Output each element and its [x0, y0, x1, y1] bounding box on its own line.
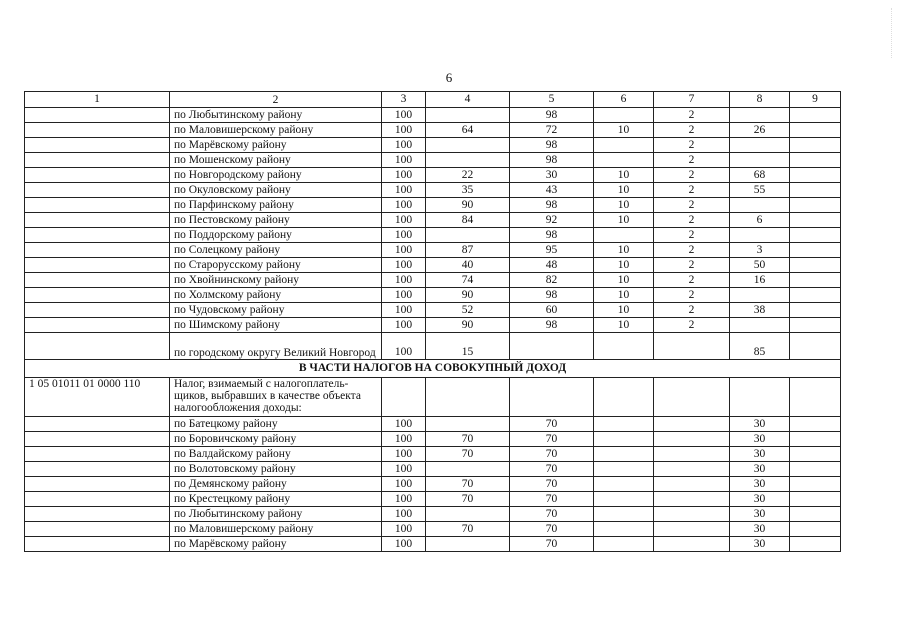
cell-col8: 30 [730, 522, 790, 537]
cell-name: по Валдайскому району [170, 447, 382, 462]
cell-col8 [730, 228, 790, 243]
cell-col9 [790, 183, 841, 198]
cell-col8: 38 [730, 303, 790, 318]
table-row [25, 303, 841, 318]
table-row [25, 333, 841, 360]
cell-name: по Новгородскому району [170, 168, 382, 183]
cell-col9 [790, 333, 841, 360]
cell-col7: 2 [654, 153, 730, 168]
cell-col9 [790, 123, 841, 138]
cell-col6 [594, 507, 654, 522]
section-title: В ЧАСТИ НАЛОГОВ НА СОВОКУПНЫЙ ДОХОД [25, 360, 841, 378]
cell-col9 [790, 507, 841, 522]
cell-col6 [594, 477, 654, 492]
cell-col9 [790, 492, 841, 507]
cell-name: по Старорусскому району [170, 258, 382, 273]
cell-col5: 92 [510, 213, 594, 228]
cell-col5: 72 [510, 123, 594, 138]
cell-col4: 74 [426, 273, 510, 288]
cell-col5: 82 [510, 273, 594, 288]
cell-col7 [654, 447, 730, 462]
cell-col5: 43 [510, 183, 594, 198]
cell-col6: 10 [594, 318, 654, 333]
cell-col8 [730, 378, 790, 417]
cell-col5: 70 [510, 432, 594, 447]
cell-code: 1 05 01011 01 0000 110 [25, 378, 170, 417]
cell-col4: 52 [426, 303, 510, 318]
cell-col5: 60 [510, 303, 594, 318]
cell-col4: 15 [426, 333, 510, 360]
cell-col9 [790, 522, 841, 537]
cell-col8: 85 [730, 333, 790, 360]
cell-col3: 100 [382, 447, 426, 462]
cell-col9 [790, 378, 841, 417]
cell-col6 [594, 108, 654, 123]
cell-col5: 70 [510, 447, 594, 462]
cell-name: по Парфинскому району [170, 198, 382, 213]
cell-col9 [790, 462, 841, 477]
cell-col9 [790, 153, 841, 168]
header-cell-col4: 4 [426, 92, 510, 108]
cell-col4: 40 [426, 258, 510, 273]
cell-name: Налог, взимаемый с налогоплатель-щиков, выбравших в качестве объекта налогообложения доходы: [170, 378, 382, 417]
cell-name: по Марёвскому району [170, 537, 382, 552]
cell-name: по Демянскому району [170, 477, 382, 492]
cell-col3: 100 [382, 108, 426, 123]
cell-col5: 70 [510, 477, 594, 492]
cell-col9 [790, 288, 841, 303]
cell-col7 [654, 432, 730, 447]
cell-col4 [426, 462, 510, 477]
cell-code [25, 432, 170, 447]
cell-col4 [426, 108, 510, 123]
cell-code [25, 288, 170, 303]
cell-col4 [426, 228, 510, 243]
cell-col8 [730, 108, 790, 123]
cell-code [25, 537, 170, 552]
cell-col8: 30 [730, 447, 790, 462]
cell-col5: 98 [510, 288, 594, 303]
cell-col4: 70 [426, 522, 510, 537]
cell-col3: 100 [382, 123, 426, 138]
cell-col9 [790, 213, 841, 228]
cell-code [25, 522, 170, 537]
cell-col7: 2 [654, 198, 730, 213]
cell-col3: 100 [382, 273, 426, 288]
table-row [25, 507, 841, 522]
cell-name: по Хвойнинскому району [170, 273, 382, 288]
cell-name: по Маловишерскому району [170, 123, 382, 138]
table-row [25, 318, 841, 333]
cell-col4: 90 [426, 288, 510, 303]
table-row [25, 537, 841, 552]
cell-col8: 26 [730, 123, 790, 138]
table-row [25, 243, 841, 258]
cell-code [25, 258, 170, 273]
cell-col5: 98 [510, 228, 594, 243]
cell-col8 [730, 138, 790, 153]
cell-col4: 90 [426, 198, 510, 213]
cell-code [25, 492, 170, 507]
cell-col3: 100 [382, 243, 426, 258]
cell-col7: 2 [654, 108, 730, 123]
cell-col6 [594, 432, 654, 447]
cell-col3 [382, 378, 426, 417]
cell-name: по Солецкому району [170, 243, 382, 258]
cell-col3: 100 [382, 288, 426, 303]
table-row [25, 168, 841, 183]
cell-code [25, 303, 170, 318]
cell-col9 [790, 432, 841, 447]
cell-name: по Окуловскому району [170, 183, 382, 198]
header-cell-col3: 3 [382, 92, 426, 108]
header-cell-code: 1 [25, 92, 170, 108]
cell-name: по Марёвскому району [170, 138, 382, 153]
header-cell-name: 2 [170, 92, 382, 108]
cell-col8: 30 [730, 417, 790, 432]
cell-col7 [654, 537, 730, 552]
cell-col4: 22 [426, 168, 510, 183]
cell-col8 [730, 198, 790, 213]
table-row [25, 492, 841, 507]
cell-name: по Крестецкому району [170, 492, 382, 507]
cell-name: по Пестовскому району [170, 213, 382, 228]
cell-col8: 50 [730, 258, 790, 273]
scan-edge-mark [879, 8, 892, 58]
cell-col3: 100 [382, 537, 426, 552]
cell-col7: 2 [654, 288, 730, 303]
table-row [25, 288, 841, 303]
cell-code [25, 477, 170, 492]
cell-col8: 30 [730, 492, 790, 507]
cell-col7: 2 [654, 258, 730, 273]
cell-col6 [594, 462, 654, 477]
header-cell-col5: 5 [510, 92, 594, 108]
cell-col4 [426, 417, 510, 432]
cell-col4 [426, 537, 510, 552]
cell-code [25, 168, 170, 183]
cell-col7: 2 [654, 243, 730, 258]
cell-col9 [790, 477, 841, 492]
cell-code [25, 153, 170, 168]
cell-col3: 100 [382, 318, 426, 333]
cell-col5: 70 [510, 462, 594, 477]
cell-col8: 30 [730, 537, 790, 552]
cell-col8 [730, 153, 790, 168]
table-row [25, 273, 841, 288]
table-row [25, 198, 841, 213]
cell-col3: 100 [382, 168, 426, 183]
cell-col4: 87 [426, 243, 510, 258]
cell-col3: 100 [382, 228, 426, 243]
cell-col5: 98 [510, 318, 594, 333]
cell-code [25, 507, 170, 522]
cell-col6 [594, 153, 654, 168]
cell-col5: 70 [510, 522, 594, 537]
cell-col7: 2 [654, 273, 730, 288]
table-row [25, 123, 841, 138]
cell-code [25, 417, 170, 432]
cell-col6 [594, 228, 654, 243]
cell-col4 [426, 138, 510, 153]
cell-col6: 10 [594, 183, 654, 198]
cell-col6: 10 [594, 243, 654, 258]
cell-code [25, 123, 170, 138]
table-row [25, 417, 841, 432]
cell-col9 [790, 417, 841, 432]
cell-col5: 70 [510, 417, 594, 432]
cell-name: по Чудовскому району [170, 303, 382, 318]
header-cell-col8: 8 [730, 92, 790, 108]
cell-col8: 30 [730, 477, 790, 492]
cell-col6: 10 [594, 168, 654, 183]
cell-name: по Боровичскому району [170, 432, 382, 447]
cell-col5: 70 [510, 492, 594, 507]
cell-col3: 100 [382, 432, 426, 447]
cell-code [25, 447, 170, 462]
cell-col7: 2 [654, 228, 730, 243]
cell-col4: 70 [426, 432, 510, 447]
cell-code [25, 198, 170, 213]
cell-name: по Поддорскому району [170, 228, 382, 243]
cell-col7 [654, 462, 730, 477]
cell-col8 [730, 318, 790, 333]
cell-col9 [790, 318, 841, 333]
cell-col6 [594, 138, 654, 153]
cell-code [25, 243, 170, 258]
cell-col5: 98 [510, 153, 594, 168]
cell-col9 [790, 138, 841, 153]
cell-col4: 64 [426, 123, 510, 138]
table-row [25, 447, 841, 462]
cell-name: по Волотовскому району [170, 462, 382, 477]
cell-code [25, 333, 170, 360]
cell-name: по Маловишерскому району [170, 522, 382, 537]
cell-col7 [654, 477, 730, 492]
cell-col9 [790, 198, 841, 213]
cell-col8: 30 [730, 432, 790, 447]
cell-col5: 30 [510, 168, 594, 183]
cell-col7: 2 [654, 318, 730, 333]
table-row [25, 258, 841, 273]
cell-col8: 3 [730, 243, 790, 258]
cell-col6: 10 [594, 258, 654, 273]
revenue-distribution-table [24, 91, 841, 552]
cell-code [25, 138, 170, 153]
cell-col3: 100 [382, 213, 426, 228]
cell-col4 [426, 507, 510, 522]
cell-col9 [790, 168, 841, 183]
cell-col3: 100 [382, 183, 426, 198]
cell-col7: 2 [654, 303, 730, 318]
table-row [25, 108, 841, 123]
cell-col5: 98 [510, 198, 594, 213]
cell-name: по Холмскому району [170, 288, 382, 303]
cell-name: по Мошенскому району [170, 153, 382, 168]
cell-col7 [654, 417, 730, 432]
cell-col3: 100 [382, 333, 426, 360]
section-title-row [25, 360, 841, 378]
cell-col5 [510, 333, 594, 360]
cell-col6 [594, 333, 654, 360]
cell-col9 [790, 447, 841, 462]
cell-col8: 68 [730, 168, 790, 183]
table-row [25, 183, 841, 198]
cell-col6 [594, 537, 654, 552]
cell-col6 [594, 417, 654, 432]
cell-col9 [790, 243, 841, 258]
cell-name: по городскому округу Великий Новгород [170, 333, 382, 360]
cell-col8: 30 [730, 507, 790, 522]
cell-col3: 100 [382, 492, 426, 507]
cell-code [25, 108, 170, 123]
cell-name: по Любытинскому району [170, 108, 382, 123]
cell-col8: 6 [730, 213, 790, 228]
table-row [25, 153, 841, 168]
cell-col8 [730, 288, 790, 303]
cell-col6: 10 [594, 303, 654, 318]
cell-col9 [790, 303, 841, 318]
cell-col4: 90 [426, 318, 510, 333]
cell-col3: 100 [382, 258, 426, 273]
cell-col7: 2 [654, 183, 730, 198]
cell-code [25, 318, 170, 333]
cell-col3: 100 [382, 522, 426, 537]
cell-col9 [790, 537, 841, 552]
cell-col5: 48 [510, 258, 594, 273]
cell-col9 [790, 273, 841, 288]
cell-col7 [654, 522, 730, 537]
cell-col9 [790, 228, 841, 243]
header-cell-col9: 9 [790, 92, 841, 108]
cell-col4: 35 [426, 183, 510, 198]
cell-col3: 100 [382, 462, 426, 477]
cell-name: по Батецкому району [170, 417, 382, 432]
cell-col4: 70 [426, 492, 510, 507]
cell-col8: 55 [730, 183, 790, 198]
cell-col5: 95 [510, 243, 594, 258]
table-row [25, 138, 841, 153]
cell-col4: 84 [426, 213, 510, 228]
cell-col5: 98 [510, 108, 594, 123]
header-cell-col7: 7 [654, 92, 730, 108]
table-row [25, 228, 841, 243]
cell-col8: 16 [730, 273, 790, 288]
table-row [25, 213, 841, 228]
cell-col7: 2 [654, 213, 730, 228]
cell-col7 [654, 492, 730, 507]
table-row [25, 522, 841, 537]
cell-col5: 98 [510, 138, 594, 153]
cell-col7: 2 [654, 168, 730, 183]
cell-col6: 10 [594, 273, 654, 288]
cell-code [25, 273, 170, 288]
header-row [25, 92, 841, 108]
cell-col6 [594, 378, 654, 417]
table-row [25, 432, 841, 447]
cell-col7 [654, 333, 730, 360]
page-number: 6 [445, 70, 453, 85]
cell-name: по Любытинскому району [170, 507, 382, 522]
cell-col6 [594, 447, 654, 462]
cell-col3: 100 [382, 477, 426, 492]
cell-col9 [790, 108, 841, 123]
cell-col5: 70 [510, 507, 594, 522]
cell-col8: 30 [730, 462, 790, 477]
table-row [25, 462, 841, 477]
cell-col3: 100 [382, 138, 426, 153]
cell-col7: 2 [654, 123, 730, 138]
cell-col6: 10 [594, 213, 654, 228]
cell-col3: 100 [382, 303, 426, 318]
cell-col4 [426, 153, 510, 168]
cell-col6: 10 [594, 123, 654, 138]
cell-code [25, 462, 170, 477]
cell-col4: 70 [426, 477, 510, 492]
cell-col3: 100 [382, 507, 426, 522]
cell-code [25, 213, 170, 228]
cell-col7 [654, 378, 730, 417]
cell-col7: 2 [654, 138, 730, 153]
cell-code [25, 183, 170, 198]
cell-name: по Шимскому району [170, 318, 382, 333]
cell-col5: 70 [510, 537, 594, 552]
cell-col7 [654, 507, 730, 522]
tax-row [25, 378, 841, 417]
table-row [25, 477, 841, 492]
cell-col6 [594, 522, 654, 537]
cell-code [25, 228, 170, 243]
cell-col6 [594, 492, 654, 507]
cell-col3: 100 [382, 153, 426, 168]
cell-col5 [510, 378, 594, 417]
cell-col4: 70 [426, 447, 510, 462]
cell-col6: 10 [594, 288, 654, 303]
cell-col3: 100 [382, 417, 426, 432]
cell-col4 [426, 378, 510, 417]
cell-col3: 100 [382, 198, 426, 213]
cell-col9 [790, 258, 841, 273]
cell-col6: 10 [594, 198, 654, 213]
header-cell-col6: 6 [594, 92, 654, 108]
